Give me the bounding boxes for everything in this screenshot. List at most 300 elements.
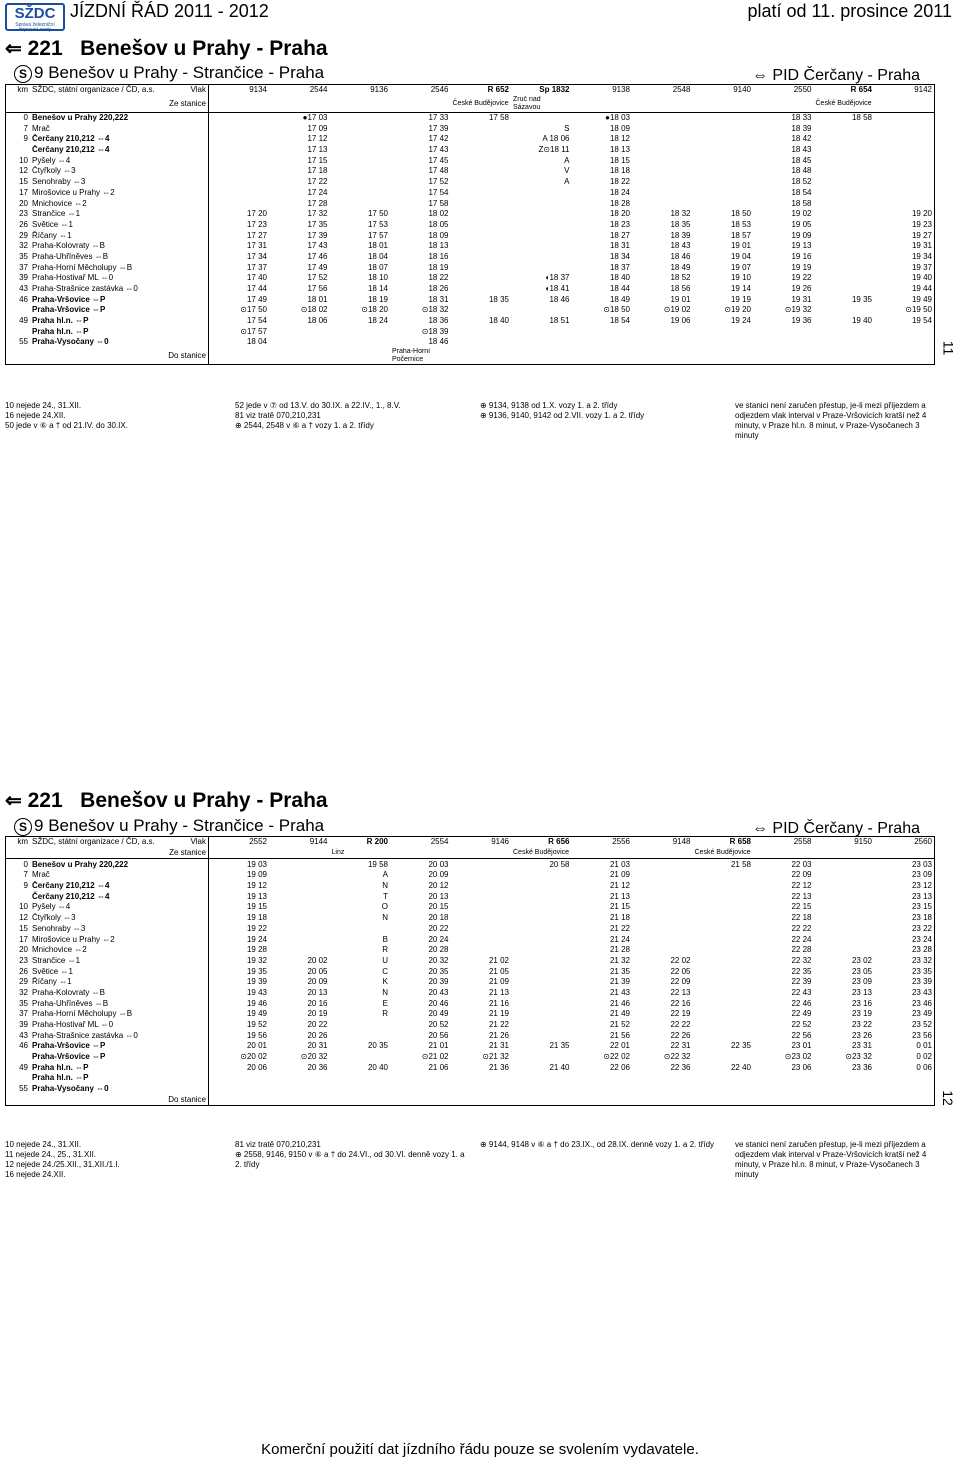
station-name: Praha-Horní Měcholupy ⇔B xyxy=(30,262,209,273)
time-cell xyxy=(693,1009,754,1020)
time-cell: 19 40 xyxy=(851,316,872,326)
time-cell: 19 09 xyxy=(246,870,267,880)
time-cell: 19 24 xyxy=(246,934,267,944)
footnote: 10 nejede 24., 31.XII. xyxy=(5,401,82,410)
origin-station xyxy=(632,848,693,859)
time-cell xyxy=(693,177,754,188)
station-name: Mrač xyxy=(30,123,209,134)
time-cell: 17 50 xyxy=(367,209,388,219)
time-cell: 23 09 xyxy=(874,870,935,881)
train-number: 9136 xyxy=(330,85,391,96)
time-cell: 20 31 xyxy=(307,1041,328,1051)
time-cell xyxy=(632,902,693,913)
destination-station xyxy=(511,1095,572,1106)
time-cell: 20 09 xyxy=(307,977,328,987)
station-name: Praha-Kolovraty ⇔B xyxy=(30,988,209,999)
time-cell xyxy=(814,230,875,241)
table-row: 37 Praha-Horní Měcholupy ⇔B 19 49 20 19 R 20 49 21 19 21 49 22 19 22 49 23 19 23 49 xyxy=(6,1009,935,1020)
time-cell: 22 28 xyxy=(791,945,812,955)
s-line-icon: S xyxy=(14,65,32,83)
time-cell xyxy=(572,337,633,348)
time-cell: 23 56 xyxy=(874,1030,935,1041)
footnote: 16 nejede 24.XII. xyxy=(5,411,66,420)
footnote-column xyxy=(5,1140,225,1180)
time-cell: 22 40 xyxy=(730,1062,751,1072)
time-cell xyxy=(451,1084,512,1095)
time-cell: 17 58 xyxy=(451,112,512,123)
time-cell: 20 02 xyxy=(307,955,328,965)
origin-station xyxy=(269,848,330,859)
time-cell xyxy=(451,891,512,902)
time-cell: 17 37 xyxy=(246,262,267,272)
time-cell xyxy=(330,112,391,123)
time-cell: ⊙17 50 xyxy=(240,305,267,315)
time-cell: 18 06 xyxy=(307,316,328,326)
time-cell: 18 46 xyxy=(428,337,449,347)
station-name: Strančice ⇔1 xyxy=(30,956,209,967)
footnote: 81 viz tratě 070,210,231 xyxy=(235,1140,321,1149)
time-cell: 22 22 xyxy=(791,923,812,933)
table-row: 15 Senohraby ⇔3 19 22 20 22 21 22 22 22 23 22 xyxy=(6,924,935,935)
time-cell: 19 24 xyxy=(730,316,751,326)
table-row xyxy=(6,305,935,316)
origin-station: České Budějovice xyxy=(815,99,872,107)
time-cell: 18 56 xyxy=(670,284,691,294)
time-cell: 21 22 xyxy=(488,1020,509,1030)
station-name: Světice ⇔1 xyxy=(30,220,209,231)
station-name: Mirošovice u Prahy ⇔2 xyxy=(30,188,209,199)
origin-station xyxy=(572,96,633,113)
train-number: 2554 xyxy=(390,837,451,848)
time-cell: 18 05 xyxy=(428,219,449,229)
time-cell: 18 40 xyxy=(609,273,630,283)
time-cell: 19 49 xyxy=(246,1009,267,1019)
time-cell: 22 56 xyxy=(791,1030,812,1040)
time-cell: 18 52 xyxy=(791,177,812,187)
time-cell xyxy=(451,188,512,199)
time-cell xyxy=(209,134,270,145)
time-cell: 19 06 xyxy=(670,316,691,326)
time-cell: 17 54 xyxy=(246,316,267,326)
timetable xyxy=(5,84,935,365)
footnote: 11 nejede 24., 25., 31.XII. xyxy=(5,1150,97,1159)
time-cell: 22 19 xyxy=(670,1009,691,1019)
time-cell: 22 13 xyxy=(670,987,691,997)
time-cell xyxy=(511,252,572,263)
footnote-column xyxy=(735,1140,930,1180)
station-name: Mnichovice ⇔2 xyxy=(30,945,209,956)
time-cell: T xyxy=(383,891,388,901)
time-cell xyxy=(209,188,270,199)
time-cell xyxy=(511,1073,572,1084)
time-cell xyxy=(209,166,270,177)
time-cell: 20 13 xyxy=(428,891,449,901)
destination-station xyxy=(209,348,270,365)
time-cell: 22 02 xyxy=(670,955,691,965)
table-row: 46 Praha-Vršovice ⇔P 17 49 18 01 18 19 18 31 18 35 18 46 18 49 19 01 19 19 19 31 19 35 19 49 xyxy=(6,294,935,305)
train-number: R 654 xyxy=(814,85,875,96)
time-cell: 22 09 xyxy=(791,870,812,880)
time-cell: 20 58 xyxy=(511,859,572,870)
time-cell: 18 31 xyxy=(609,241,630,251)
time-cell: 21 06 xyxy=(428,1062,449,1072)
time-cell: 22 35 xyxy=(730,1041,751,1051)
table-row: 10 Pyšely ⇔4 19 15 O 20 15 21 15 22 15 23 15 xyxy=(6,902,935,913)
time-cell: ⊙18 32 xyxy=(421,305,449,315)
time-cell xyxy=(209,145,270,156)
time-cell xyxy=(511,230,572,241)
table-row: 29 Říčany ⇔1 19 39 20 09 K 20 39 21 09 21 39 22 09 22 39 23 09 23 39 xyxy=(6,977,935,988)
time-cell xyxy=(572,1073,633,1084)
time-cell xyxy=(693,1030,754,1041)
time-cell xyxy=(814,241,875,252)
time-cell xyxy=(269,902,330,913)
time-cell: 17 52 xyxy=(307,273,328,283)
station-name: Čtyřkoly ⇔3 xyxy=(30,166,209,177)
time-cell: N xyxy=(382,881,388,891)
footnote-column xyxy=(480,1140,725,1150)
time-cell: 22 01 xyxy=(609,1041,630,1051)
time-cell: 22 13 xyxy=(791,891,812,901)
time-cell: 18 13 xyxy=(428,241,449,251)
time-cell: 23 13 xyxy=(851,987,872,997)
time-cell xyxy=(632,145,693,156)
time-cell: 17 28 xyxy=(307,198,328,208)
time-cell xyxy=(511,924,572,935)
time-cell xyxy=(693,1020,754,1031)
time-cell xyxy=(269,913,330,924)
time-cell: 18 34 xyxy=(609,251,630,261)
time-cell: ⊙23 02 xyxy=(784,1052,812,1062)
time-cell: 17 33 xyxy=(390,112,451,123)
timetable xyxy=(5,836,935,1106)
time-cell xyxy=(330,198,391,209)
time-cell: 18 40 xyxy=(488,316,509,326)
time-cell: 23 35 xyxy=(874,966,935,977)
origin-station xyxy=(753,848,814,859)
time-cell xyxy=(814,273,875,284)
time-cell: ●17 03 xyxy=(269,112,330,123)
time-cell xyxy=(814,945,875,956)
footer-note: Komerční použití dat jízdního řádu pouze se svolením vydavatele. xyxy=(261,1441,699,1458)
page-number: 12 xyxy=(940,1090,957,1106)
time-cell: 19 18 xyxy=(246,913,267,923)
time-cell xyxy=(874,155,935,166)
station-name: Mirošovice u Prahy ⇔2 xyxy=(30,934,209,945)
table-row: 55 Praha-Vysočany ⇔0 xyxy=(6,1084,935,1095)
time-cell: E xyxy=(382,998,388,1008)
time-cell xyxy=(330,155,391,166)
station-name: Praha-Strašnice zastávka ⇔0 xyxy=(30,284,209,295)
time-cell xyxy=(814,305,875,316)
time-cell xyxy=(511,945,572,956)
station-name: Senohraby ⇔3 xyxy=(30,177,209,188)
table-row: 23 Strančice ⇔1 17 20 17 32 17 50 18 02 18 20 18 32 18 50 19 02 19 20 xyxy=(6,209,935,220)
station-name: Čtyřkoly ⇔3 xyxy=(30,913,209,924)
time-cell xyxy=(693,145,754,156)
table-row: 0 Benešov u Prahy 220,222 ●17 03 17 33 17 58 ●18 03 18 33 18 58 xyxy=(6,112,935,123)
time-cell xyxy=(693,112,754,123)
origin-station xyxy=(209,96,270,113)
time-cell: 19 04 xyxy=(730,251,751,261)
time-cell: 18 24 xyxy=(367,316,388,326)
time-cell: 19 15 xyxy=(246,902,267,912)
time-cell: 17 53 xyxy=(367,219,388,229)
station-name: Strančice ⇔1 xyxy=(30,209,209,220)
destination-station xyxy=(572,348,633,365)
time-cell: S xyxy=(564,123,570,133)
to-row: Do stanice xyxy=(6,1095,935,1106)
time-cell xyxy=(693,891,754,902)
time-cell xyxy=(451,284,512,295)
time-cell: 20 32 xyxy=(428,955,449,965)
time-cell: 18 33 xyxy=(753,112,814,123)
time-cell: 18 15 xyxy=(609,155,630,165)
destination-station xyxy=(572,1095,633,1106)
table-row: 35 Praha-Uhříněves ⇔B 17 34 17 46 18 04 18 16 18 34 18 46 19 04 19 16 19 34 xyxy=(6,252,935,263)
time-cell xyxy=(693,956,754,967)
time-cell: 21 35 xyxy=(549,1041,570,1051)
time-cell: O xyxy=(381,902,388,912)
time-cell: 21 09 xyxy=(488,977,509,987)
time-cell: 18 12 xyxy=(609,134,630,144)
time-cell: 17 39 xyxy=(307,230,328,240)
time-cell: 21 49 xyxy=(609,1009,630,1019)
time-cell xyxy=(693,134,754,145)
time-cell xyxy=(572,1084,633,1095)
time-cell: B xyxy=(382,934,388,944)
time-cell: 19 43 xyxy=(246,987,267,997)
train-number: 9150 xyxy=(814,837,875,848)
time-cell xyxy=(874,134,935,145)
time-cell xyxy=(451,209,512,220)
time-cell xyxy=(814,924,875,935)
destination-station xyxy=(874,348,935,365)
time-cell xyxy=(874,188,935,199)
time-cell: 18 36 xyxy=(428,316,449,326)
station-name: Čerčany 210,212 ⇔4 xyxy=(30,881,209,892)
time-cell: 17 32 xyxy=(307,209,328,219)
origin-station xyxy=(693,96,754,113)
time-cell xyxy=(814,188,875,199)
table-row: 49 Praha hl.n. ⇔P 17 54 18 06 18 24 18 36 18 40 18 51 18 54 19 06 19 24 19 36 19 40 19 54 xyxy=(6,316,935,327)
time-cell xyxy=(511,241,572,252)
table-row: 26 Světice ⇔1 19 35 20 05 C 20 35 21 05 21 35 22 05 22 35 23 05 23 35 xyxy=(6,966,935,977)
time-cell xyxy=(632,188,693,199)
station-name: Praha-Vysočany ⇔0 xyxy=(30,1084,209,1095)
time-cell: 19 28 xyxy=(246,945,267,955)
time-cell xyxy=(451,220,512,231)
train-number: 2558 xyxy=(753,837,814,848)
time-cell: 18 07 xyxy=(367,262,388,272)
time-cell: 22 15 xyxy=(791,902,812,912)
time-cell: 22 31 xyxy=(670,1041,691,1051)
time-cell: 18 58 xyxy=(814,112,875,123)
origin-station: České Budějovice xyxy=(694,849,751,857)
station-name: Benešov u Prahy 220,222 xyxy=(30,112,209,123)
time-cell: 19 31 xyxy=(874,241,935,252)
time-cell xyxy=(451,230,512,241)
time-cell: 21 13 xyxy=(488,987,509,997)
time-cell: 21 40 xyxy=(549,1062,570,1072)
table-row: 29 Říčany ⇔1 17 27 17 39 17 57 18 09 18 27 18 39 18 57 19 09 19 27 xyxy=(6,230,935,241)
time-cell: 17 18 xyxy=(307,166,328,176)
table-row: 49 Praha hl.n. ⇔P 20 06 20 36 20 40 21 06 21 36 21 40 22 06 22 36 22 40 23 06 23 36 0 06 xyxy=(6,1062,935,1073)
time-cell xyxy=(330,145,391,156)
time-cell: R xyxy=(382,1009,388,1019)
train-number: 2552 xyxy=(209,837,270,848)
time-cell xyxy=(511,209,572,220)
s-line-title: S 9 Benešov u Prahy - Strančice - Praha xyxy=(14,816,324,836)
time-cell: 18 16 xyxy=(428,251,449,261)
time-cell xyxy=(693,337,754,348)
time-cell: 23 39 xyxy=(874,977,935,988)
destination-station xyxy=(814,1095,875,1106)
time-cell: ●18 03 xyxy=(572,112,633,123)
time-cell: 20 15 xyxy=(428,902,449,912)
table-row: 12 Čtyřkoly ⇔3 17 18 17 48 V 18 18 18 48 xyxy=(6,166,935,177)
time-cell xyxy=(814,262,875,273)
station-name: Praha-Hostivař ML ⇔0 xyxy=(30,1020,209,1031)
table-row: 46 Praha-Vršovice ⇔P 20 01 20 31 20 35 21 01 21 31 21 35 22 01 22 31 22 35 23 01 23 31 0 01 xyxy=(6,1041,935,1052)
time-cell: 23 43 xyxy=(874,988,935,999)
time-cell: 23 26 xyxy=(851,1030,872,1040)
time-cell xyxy=(511,337,572,348)
destination-station xyxy=(693,1095,754,1106)
time-cell xyxy=(511,956,572,967)
time-cell xyxy=(693,945,754,956)
time-cell: 20 49 xyxy=(428,1009,449,1019)
time-cell xyxy=(451,870,512,881)
time-cell xyxy=(753,1084,814,1095)
time-cell: 18 46 xyxy=(549,294,570,304)
time-cell: 17 46 xyxy=(307,251,328,261)
time-cell xyxy=(330,337,391,348)
time-cell: 23 22 xyxy=(851,1020,872,1030)
time-cell: 23 03 xyxy=(874,859,935,870)
time-cell: 21 19 xyxy=(488,1009,509,1019)
time-cell: Z⊙18 11 xyxy=(538,145,570,155)
station-name: Praha-Strašnice zastávka ⇔0 xyxy=(30,1030,209,1041)
time-cell xyxy=(330,188,391,199)
footnote: ve stanici není zaručen přestup, je-li mezi příjezdem a odjezdem vlak interval v Praze-Vršovicích kratší než 4 minuty, v Praze hl.n. 8 minut, v Praze-Vysočanech 3 minuty xyxy=(735,1140,927,1179)
time-cell: 20 24 xyxy=(428,934,449,944)
time-cell: 17 22 xyxy=(307,177,328,187)
time-cell: 22 35 xyxy=(791,966,812,976)
time-cell: 17 34 xyxy=(246,251,267,261)
time-cell xyxy=(330,1073,391,1084)
double-arrow-icon: ⇔ xyxy=(751,67,768,84)
time-cell: 18 53 xyxy=(730,219,751,229)
time-cell xyxy=(753,337,814,348)
time-cell: 20 05 xyxy=(307,966,328,976)
time-cell: 21 24 xyxy=(609,934,630,944)
time-cell: 19 58 xyxy=(330,859,391,870)
time-cell: 17 39 xyxy=(428,123,449,133)
origin-station xyxy=(874,848,935,859)
time-cell xyxy=(814,155,875,166)
time-cell: 18 35 xyxy=(488,294,509,304)
time-cell: 17 15 xyxy=(307,155,328,165)
time-cell: 19 12 xyxy=(246,881,267,891)
station-name: Pyšely ⇔4 xyxy=(30,155,209,166)
station-name: Praha-Kolovraty ⇔B xyxy=(30,241,209,252)
station-name: Čerčany 210,212 ⇔4 xyxy=(30,134,209,145)
time-cell xyxy=(511,198,572,209)
time-cell: 18 32 xyxy=(670,209,691,219)
time-cell: 21 36 xyxy=(488,1062,509,1072)
time-cell: 22 24 xyxy=(791,934,812,944)
time-cell: A xyxy=(564,155,570,165)
time-cell xyxy=(511,913,572,924)
table-row xyxy=(6,891,935,902)
time-cell xyxy=(511,1084,572,1095)
time-cell xyxy=(693,881,754,892)
station-name: Světice ⇔1 xyxy=(30,966,209,977)
time-cell xyxy=(269,924,330,935)
time-cell xyxy=(330,123,391,134)
table-row: 0 Benešov u Prahy 220,222 19 03 19 58 20 03 20 58 21 03 21 58 22 03 23 03 xyxy=(6,859,935,870)
time-cell xyxy=(451,1073,512,1084)
table-row: 9 Čerčany 210,212 ⇔4 17 12 17 42 A 18 06 18 12 18 42 xyxy=(6,134,935,145)
time-cell: 18 19 xyxy=(367,294,388,304)
time-cell xyxy=(330,177,391,188)
time-cell: 22 49 xyxy=(791,1009,812,1019)
train-header-row: km SŽDC, státní organizace / ČD, a.s. Vlak 2552 9144 R 200 2554 9146 R 656 2556 9148 R 658 2558 9150 2560 xyxy=(6,837,935,848)
station-name: Mnichovice ⇔2 xyxy=(30,198,209,209)
train-number: 9138 xyxy=(572,85,633,96)
double-arrow-icon: ⇔ xyxy=(751,820,768,837)
time-cell: 18 49 xyxy=(609,294,630,304)
time-cell: 21 22 xyxy=(609,923,630,933)
time-cell xyxy=(632,1084,693,1095)
to-row: Do stanice Praha-Horní Počernice xyxy=(6,348,935,365)
origin-station xyxy=(209,848,270,859)
time-cell: 21 15 xyxy=(609,902,630,912)
route-title: ⇐ 221 Benešov u Prahy - Praha xyxy=(5,37,328,60)
time-cell: 21 52 xyxy=(609,1020,630,1030)
destination-station xyxy=(269,348,330,365)
train-number: 2550 xyxy=(753,85,814,96)
time-cell: 18 54 xyxy=(791,187,812,197)
time-cell xyxy=(511,966,572,977)
time-cell xyxy=(451,337,512,348)
time-cell: 22 18 xyxy=(791,913,812,923)
train-number: 9146 xyxy=(451,837,512,848)
time-cell xyxy=(269,891,330,902)
time-cell: ⊙18 20 xyxy=(361,305,388,315)
time-cell: ⊙23 32 xyxy=(845,1052,872,1062)
time-cell xyxy=(330,134,391,145)
time-cell: 19 49 xyxy=(874,294,935,305)
time-cell: 22 03 xyxy=(753,859,814,870)
time-cell: 20 43 xyxy=(428,987,449,997)
time-cell xyxy=(814,891,875,902)
time-cell: 22 39 xyxy=(791,977,812,987)
time-cell xyxy=(874,1073,935,1084)
destination-station xyxy=(451,348,512,365)
station-name: Praha-Uhříněves ⇔B xyxy=(30,998,209,1009)
time-cell: 17 43 xyxy=(307,241,328,251)
time-cell: 20 09 xyxy=(428,870,449,880)
page-header xyxy=(0,0,960,33)
time-cell: 17 23 xyxy=(246,219,267,229)
time-cell: 17 49 xyxy=(307,262,328,272)
table-row: 10 Pyšely ⇔4 17 15 17 45 A 18 15 18 45 xyxy=(6,155,935,166)
time-cell: 17 43 xyxy=(428,145,449,155)
page-number: 11 xyxy=(940,340,957,356)
time-cell xyxy=(814,913,875,924)
